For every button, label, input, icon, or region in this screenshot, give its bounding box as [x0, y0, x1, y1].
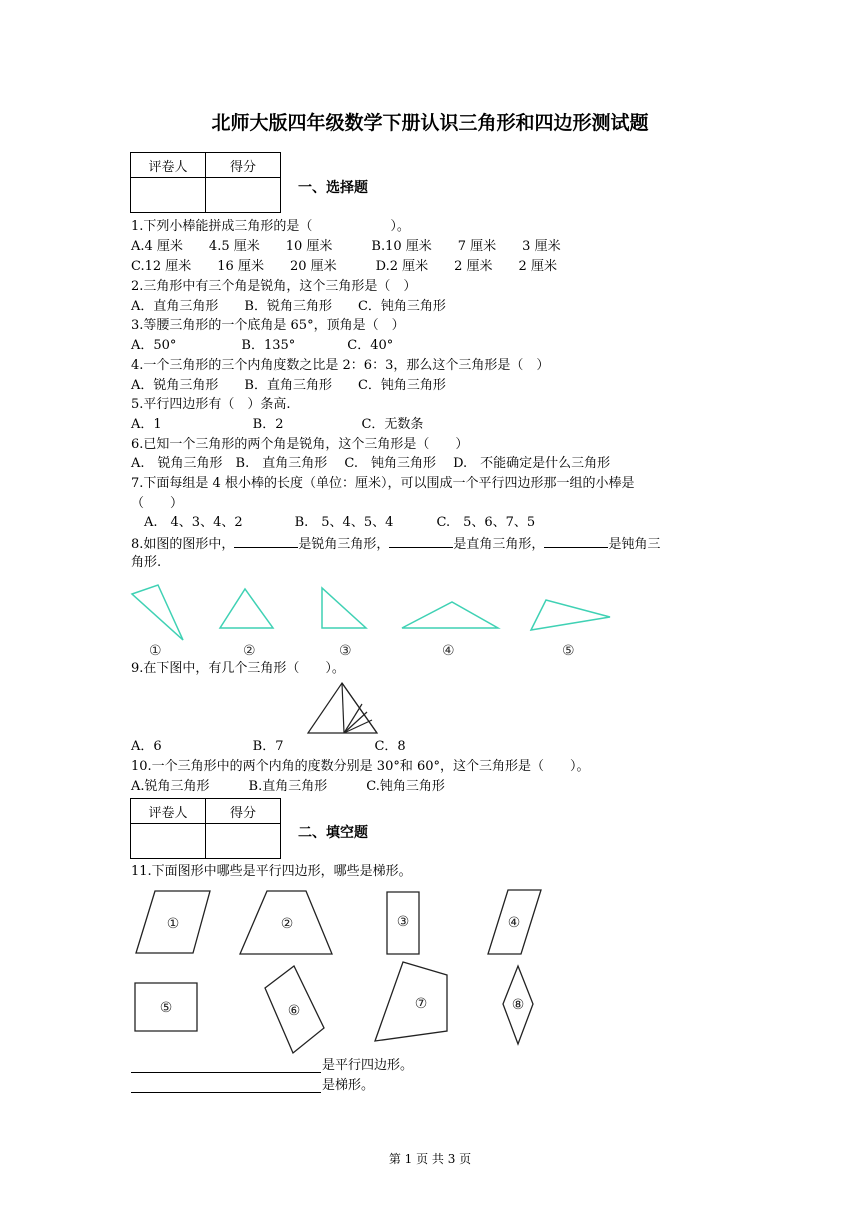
- q4-stem: 4.一个三角形的三个内角度数之比是 2：6：3，那么这个三角形是（ ）: [131, 358, 550, 373]
- q8-triangles-figure: [125, 580, 625, 670]
- q8-stem-continued: 角形.: [131, 555, 162, 570]
- triangle-1: [132, 585, 183, 640]
- q11-answer-blank-trapezoid[interactable]: [131, 1078, 321, 1093]
- q6-stem: 6.已知一个三角形的两个角是锐角，这个三角形是（ ）: [131, 437, 469, 452]
- q9-options: A．6 B．7 C．8: [131, 739, 406, 754]
- q3-options: A．50° B．135° C．40°: [131, 338, 394, 353]
- score-header: 得分: [206, 153, 281, 178]
- q9-stem: 9.在下图中，有几个三角形（ ）。: [131, 661, 345, 676]
- page-title: 北师大版四年级数学下册认识三角形和四边形测试题: [211, 112, 649, 134]
- shape-label-1: ①: [166, 916, 180, 932]
- q8-blank-right[interactable]: [389, 535, 453, 548]
- q1-options-row1: A.4 厘米 4.5 厘米 10 厘米 B.10 厘米 7 厘米 3 厘米: [131, 239, 561, 254]
- section-heading-2: 二、填空题: [298, 825, 368, 841]
- shape-7: [375, 962, 447, 1041]
- score-table-1: [130, 152, 281, 213]
- q11-stem: 11.下面图形中哪些是平行四边形，哪些是梯形。: [131, 864, 412, 879]
- triangle-4: [402, 602, 498, 628]
- shape-label-4: ④: [507, 915, 521, 931]
- q1-options-row2: C.12 厘米 16 厘米 20 厘米 D.2 厘米 2 厘米 2 厘米: [131, 259, 557, 274]
- section-heading-1: 一、选择题: [298, 180, 368, 196]
- q8-stem: [131, 535, 660, 553]
- shape-label-2: ②: [280, 916, 294, 932]
- q4-options: A．锐角三角形 B．直角三角形 C．钝角三角形: [131, 378, 446, 393]
- q2-options: A．直角三角形 B．锐角三角形 C．钝角三角形: [131, 299, 446, 314]
- q3-stem: 3.等腰三角形的一个底角是 65°，顶角是（ ）: [131, 318, 405, 333]
- q11-quadrilaterals-figure: [125, 884, 565, 1054]
- q10-stem: 10.一个三角形中的两个内角的度数分别是 30°和 60°，这个三角形是（ ）。: [131, 759, 590, 774]
- q8-blank-acute[interactable]: [234, 535, 298, 548]
- q8-part1: 8.如图的图形中，: [131, 537, 235, 552]
- grader-cell[interactable]: [131, 824, 206, 859]
- q5-options: A．1 B．2 C．无数条: [131, 417, 424, 432]
- q5-stem: 5.平行四边形有（ ）条高.: [131, 397, 291, 412]
- triangle-5: [531, 600, 610, 630]
- score-header: 得分: [206, 799, 281, 824]
- q2-stem: 2.三角形中有三个角是锐角，这个三角形是（ ）: [131, 279, 417, 294]
- triangle-label-2: ②: [243, 643, 256, 659]
- q9-triangle-figure: [300, 680, 390, 740]
- shape-label-3: ③: [396, 914, 410, 930]
- q1-stem: 1.下列小棒能拼成三角形的是（ ）。: [131, 219, 410, 234]
- shape-label-8: ⑧: [511, 997, 525, 1013]
- triangle-3: [322, 588, 366, 628]
- q11-answer-label-trapezoid: 是梯形。: [322, 1078, 375, 1093]
- shape-label-6: ⑥: [287, 1003, 301, 1019]
- q11-answer-label-parallelogram: 是平行四边形。: [322, 1058, 414, 1073]
- grader-header: 评卷人: [131, 799, 206, 824]
- triangle-label-1: ①: [149, 643, 162, 659]
- q6-options: A. 锐角三角形 B. 直角三角形 C. 钝角三角形 D. 不能确定是什么三角形: [131, 456, 611, 471]
- triangle-label-3: ③: [339, 643, 352, 659]
- q8-part3: 是直角三角形，: [453, 537, 545, 552]
- score-cell[interactable]: [206, 178, 281, 213]
- q8-part4: 是钝角三: [608, 537, 661, 552]
- q8-blank-obtuse[interactable]: [544, 535, 608, 548]
- triangle-label-5: ⑤: [562, 643, 575, 659]
- q7-options: A. 4、3、4、2 B. 5、4、5、4 C. 5、6、7、5: [131, 515, 536, 530]
- score-table-2: [130, 798, 281, 859]
- triangle-2: [220, 589, 273, 628]
- grader-cell[interactable]: [131, 178, 206, 213]
- q7-paren: （ ）: [131, 496, 184, 511]
- q7-stem: 7.下面每组是 4 根小棒的长度（单位：厘米），可以围成一个平行四边形那一组的小棒是: [131, 476, 635, 491]
- q8-part2: 是锐角三角形，: [298, 537, 390, 552]
- grader-header: 评卷人: [131, 153, 206, 178]
- q10-options: A.锐角三角形 B.直角三角形 C.钝角三角形: [131, 779, 445, 794]
- page-footer: 第 1 页 共 3 页: [388, 1152, 472, 1166]
- q11-answer-blank-parallelogram[interactable]: [131, 1058, 321, 1073]
- shape-label-7: ⑦: [414, 996, 428, 1012]
- triangle-label-4: ④: [442, 643, 455, 659]
- score-cell[interactable]: [206, 824, 281, 859]
- shape-label-5: ⑤: [159, 1000, 173, 1016]
